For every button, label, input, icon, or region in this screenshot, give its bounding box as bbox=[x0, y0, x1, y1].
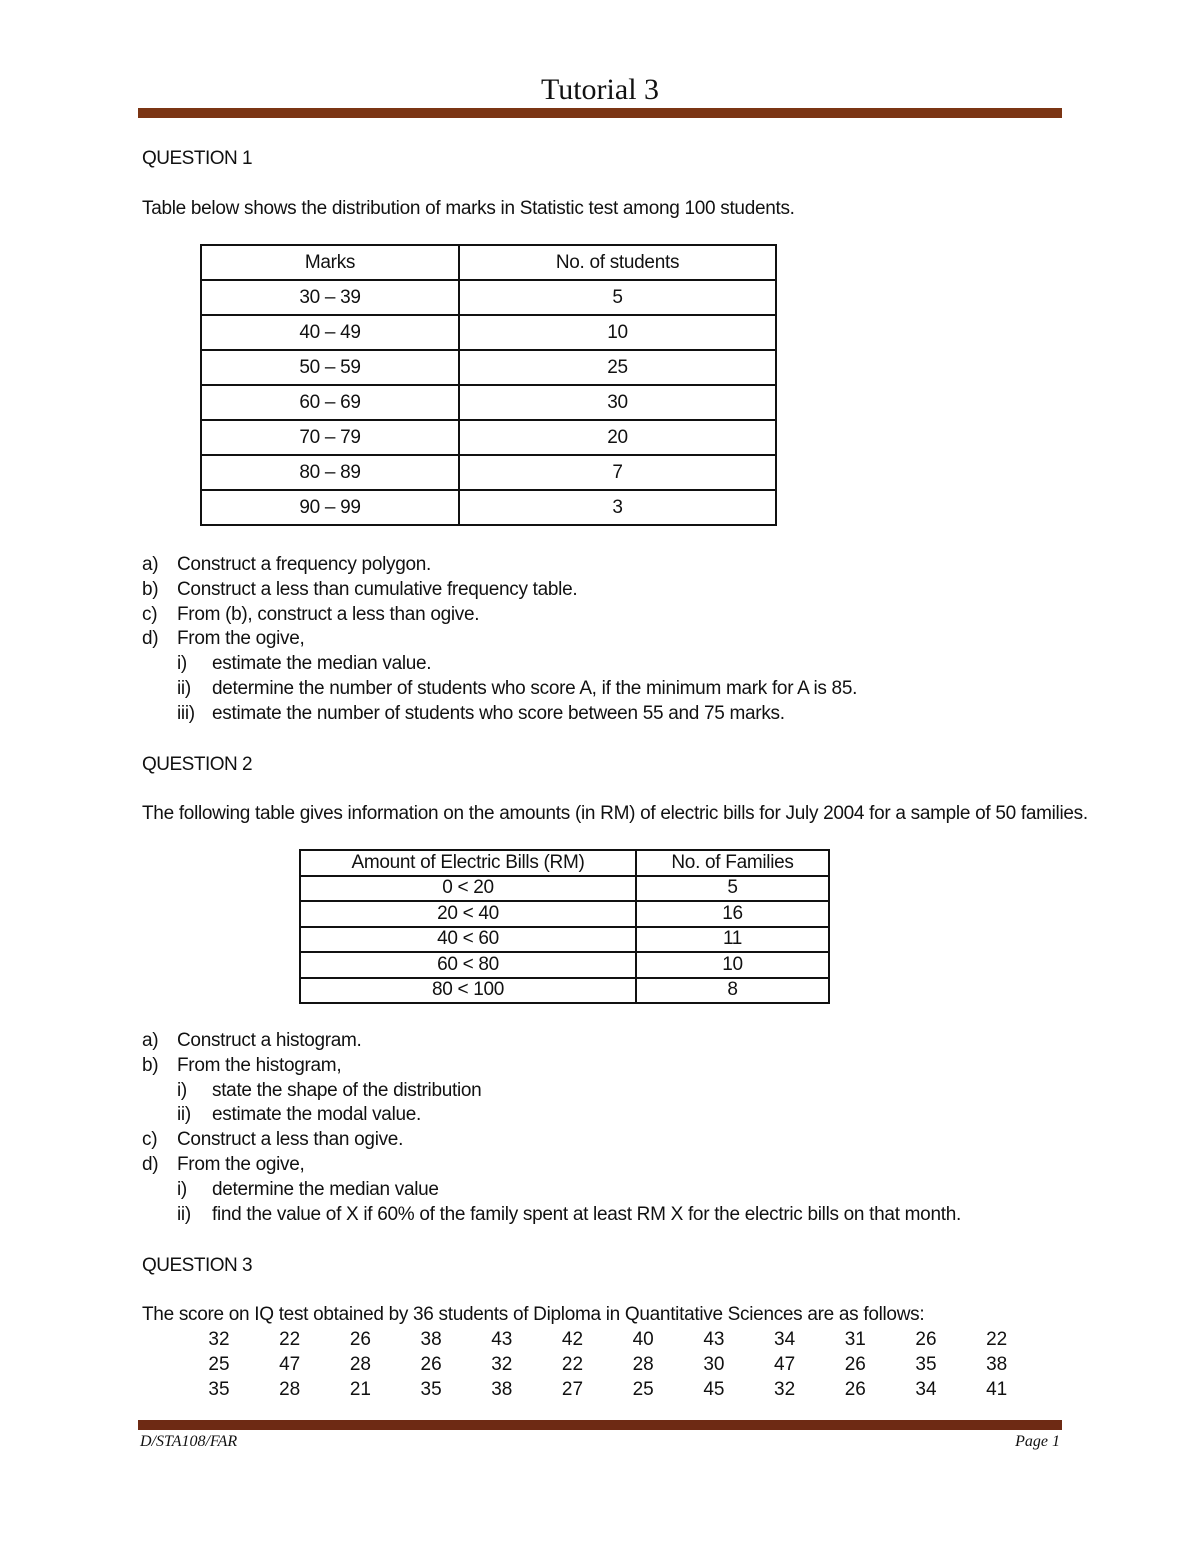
q2-heading: QUESTION 2 bbox=[142, 754, 253, 775]
score-value: 26 bbox=[349, 1329, 371, 1350]
score-value: 32 bbox=[774, 1379, 796, 1400]
q2-task-list bbox=[142, 1029, 961, 1227]
list-subitem: ii) find the value of X if 60% of the family spent at least RM X for the electric bills on that month. bbox=[177, 1203, 961, 1225]
score-value: 22 bbox=[561, 1354, 584, 1375]
electric-bills-table bbox=[299, 849, 830, 1004]
footer-page-number: Page 1 bbox=[1015, 1433, 1060, 1450]
score-value: 32 bbox=[208, 1329, 230, 1350]
table-cell: 80 < 100 bbox=[300, 978, 636, 1004]
table-cell: 5 bbox=[459, 280, 776, 315]
score-value: 22 bbox=[279, 1329, 301, 1350]
score-value: 30 bbox=[703, 1354, 725, 1375]
score-value: 26 bbox=[915, 1329, 937, 1350]
table-row bbox=[201, 385, 776, 420]
column-header-students: No. of students bbox=[459, 245, 776, 280]
table-row bbox=[201, 350, 776, 385]
list-subitem: ii) estimate the modal value. bbox=[177, 1104, 422, 1126]
table-cell: 3 bbox=[459, 490, 776, 525]
footer-course-code: D/STA108/FAR bbox=[140, 1433, 238, 1450]
list-subitem: iii) estimate the number of students who score between 55 and 75 marks. bbox=[177, 702, 785, 724]
list-subitem: i) determine the median value bbox=[177, 1178, 439, 1200]
table-row bbox=[300, 876, 829, 902]
table-cell: 10 bbox=[459, 315, 776, 350]
table-row bbox=[201, 455, 776, 490]
table-cell: 20 < 40 bbox=[300, 901, 636, 927]
marks-table bbox=[200, 244, 777, 526]
table-cell: 60 – 69 bbox=[201, 385, 459, 420]
table-cell: 30 – 39 bbox=[201, 280, 459, 315]
score-value: 25 bbox=[208, 1354, 230, 1375]
page-title: Tutorial 3 bbox=[540, 73, 660, 106]
list-item: a) Construct a frequency polygon. bbox=[142, 554, 431, 575]
score-value: 34 bbox=[774, 1329, 796, 1350]
score-value: 43 bbox=[491, 1329, 513, 1350]
score-value: 32 bbox=[491, 1354, 513, 1375]
q2-intro: The following table gives information on the amounts (in RM) of electric bills for July 2004 for a sample of 50 families. bbox=[142, 803, 1088, 824]
table-cell: 40 – 49 bbox=[201, 315, 459, 350]
table-header-row bbox=[300, 850, 829, 876]
q3-heading: QUESTION 3 bbox=[142, 1255, 253, 1276]
score-value: 26 bbox=[844, 1379, 866, 1400]
column-header-families: No. of Families bbox=[636, 850, 829, 876]
score-value: 34 bbox=[915, 1379, 937, 1400]
table-cell: 80 – 89 bbox=[201, 455, 459, 490]
column-header-amount: Amount of Electric Bills (RM) bbox=[300, 850, 636, 876]
table-row bbox=[300, 978, 829, 1004]
table-cell: 11 bbox=[636, 927, 829, 953]
table-cell: 30 bbox=[459, 385, 776, 420]
list-subitem: i) estimate the median value. bbox=[177, 653, 432, 675]
table-cell: 25 bbox=[459, 350, 776, 385]
list-item: c) Construct a less than ogive. bbox=[142, 1129, 404, 1151]
list-item: d) From the ogive, bbox=[142, 628, 305, 650]
score-value: 41 bbox=[986, 1379, 1008, 1400]
column-header-marks: Marks bbox=[201, 245, 459, 280]
score-value: 22 bbox=[986, 1329, 1008, 1350]
score-value: 26 bbox=[844, 1354, 866, 1375]
q1-intro: Table below shows the distribution of marks in Statistic test among 100 students. bbox=[142, 198, 795, 219]
table-row bbox=[201, 280, 776, 315]
list-item: b) From the histogram, bbox=[142, 1054, 342, 1076]
score-value: 35 bbox=[915, 1354, 937, 1375]
score-value: 47 bbox=[774, 1354, 796, 1375]
table-cell: 5 bbox=[636, 876, 829, 902]
list-item: a) Construct a histogram. bbox=[142, 1030, 362, 1051]
score-value: 43 bbox=[703, 1329, 725, 1350]
table-row bbox=[300, 901, 829, 927]
q1-task-list bbox=[142, 553, 857, 727]
score-value: 38 bbox=[986, 1354, 1008, 1375]
table-cell: 8 bbox=[636, 978, 829, 1004]
footer-rule bbox=[138, 1420, 1062, 1430]
table-cell: 10 bbox=[636, 952, 829, 978]
table-cell: 20 bbox=[459, 420, 776, 455]
list-subitem: ii) determine the number of students who score A, if the minimum mark for A is 85. bbox=[177, 677, 858, 699]
score-value: 26 bbox=[420, 1354, 442, 1375]
table-cell: 60 < 80 bbox=[300, 952, 636, 978]
score-value: 38 bbox=[420, 1329, 442, 1350]
score-value: 31 bbox=[844, 1329, 866, 1350]
table-row bbox=[201, 315, 776, 350]
score-value: 42 bbox=[561, 1329, 584, 1350]
score-value: 28 bbox=[279, 1379, 301, 1400]
table-header-row bbox=[201, 245, 776, 280]
score-value: 28 bbox=[632, 1354, 654, 1375]
table-row bbox=[300, 927, 829, 953]
q1-heading: QUESTION 1 bbox=[142, 148, 253, 169]
score-value: 35 bbox=[208, 1379, 230, 1400]
list-item: d) From the ogive, bbox=[142, 1153, 305, 1175]
header-rule bbox=[138, 108, 1062, 118]
score-value: 38 bbox=[491, 1379, 513, 1400]
table-cell: 70 – 79 bbox=[201, 420, 459, 455]
score-value: 40 bbox=[632, 1329, 654, 1350]
list-item: b) Construct a less than cumulative frequency table. bbox=[142, 578, 578, 600]
table-row bbox=[300, 952, 829, 978]
table-row bbox=[201, 420, 776, 455]
score-value: 45 bbox=[703, 1379, 725, 1400]
table-row bbox=[201, 490, 776, 525]
table-cell: 40 < 60 bbox=[300, 927, 636, 953]
list-item: c) From (b), construct a less than ogive. bbox=[142, 603, 480, 625]
table-cell: 16 bbox=[636, 901, 829, 927]
q3-intro: The score on IQ test obtained by 36 students of Diploma in Quantitative Sciences are as follows: bbox=[142, 1304, 925, 1325]
table-cell: 0 < 20 bbox=[300, 876, 636, 902]
table-cell: 90 – 99 bbox=[201, 490, 459, 525]
score-value: 47 bbox=[279, 1354, 301, 1375]
score-value: 21 bbox=[349, 1379, 371, 1400]
score-value: 28 bbox=[349, 1354, 371, 1375]
score-value: 25 bbox=[632, 1379, 654, 1400]
score-value: 35 bbox=[420, 1379, 442, 1400]
table-cell: 7 bbox=[459, 455, 776, 490]
list-subitem: i) state the shape of the distribution bbox=[177, 1079, 482, 1101]
score-value: 27 bbox=[561, 1379, 584, 1400]
table-cell: 50 – 59 bbox=[201, 350, 459, 385]
